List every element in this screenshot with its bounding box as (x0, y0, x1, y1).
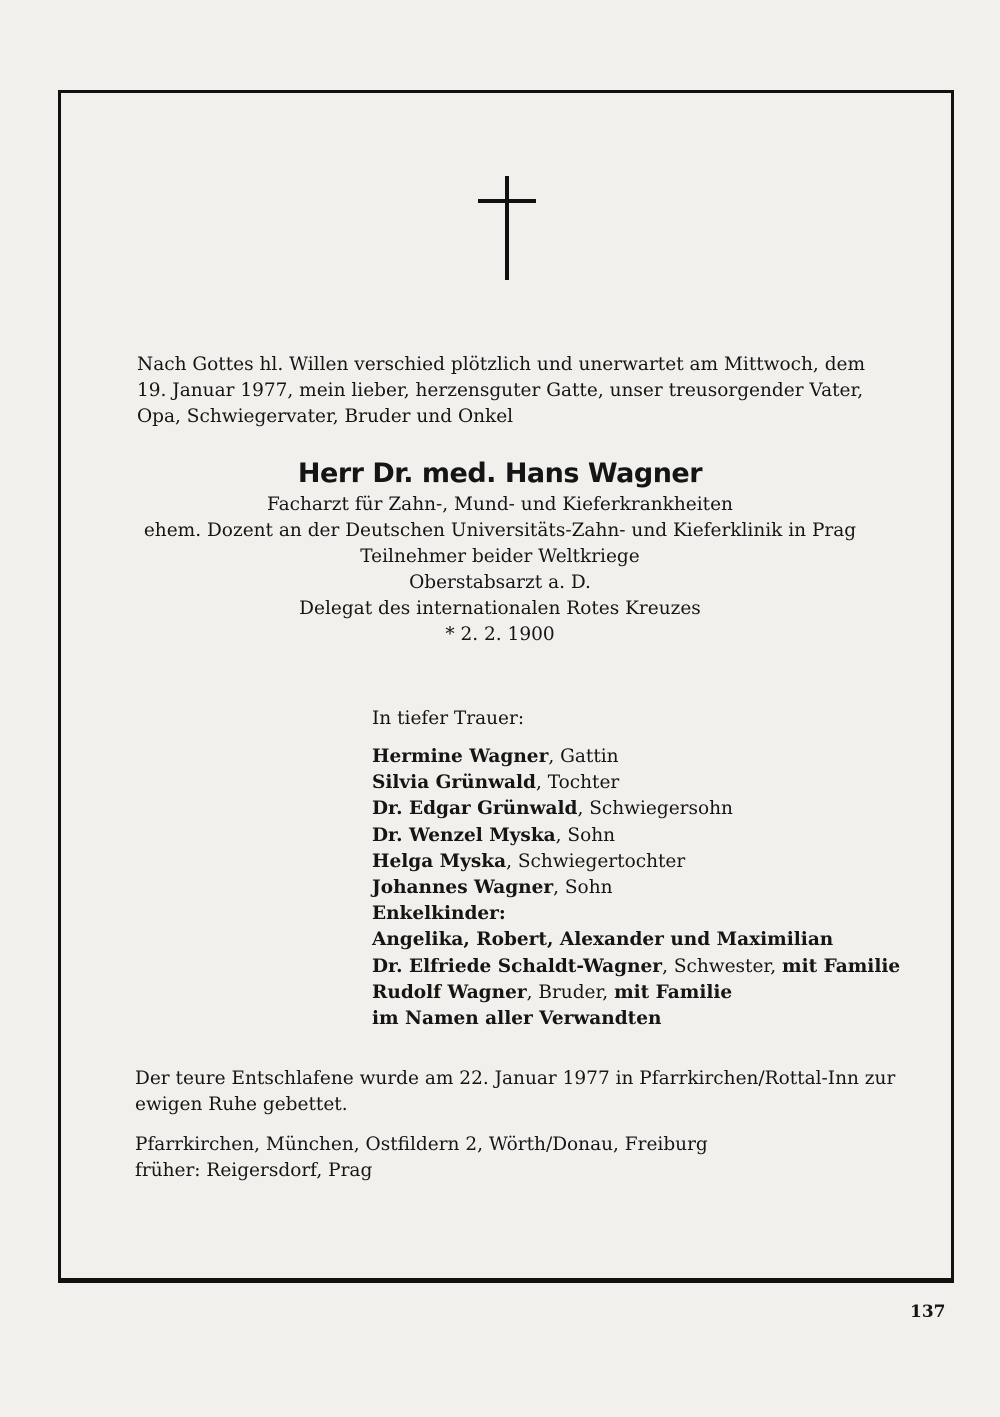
birth-date: * 2. 2. 1900 (445, 624, 555, 645)
mourner-name: Hermine Wagner (372, 746, 549, 767)
mourner-relation: , Sohn (553, 877, 613, 899)
deceased-title: Teilnehmer beider Weltkriege (360, 546, 640, 567)
deceased-name: Herr Dr. med. Hans Wagner (297, 458, 703, 489)
mourner-entry (372, 901, 932, 927)
mourner-name: Dr. Edgar Grünwald (372, 798, 578, 820)
mourner-entry (372, 875, 932, 901)
mourner-entry (372, 927, 932, 953)
burial-line: ewigen Ruhe gebettet. (135, 1094, 348, 1115)
mourner-entry (372, 796, 932, 822)
intro-line: Nach Gottes hl. Willen verschied plötzlich und unerwartet am Mittwoch, dem (137, 354, 866, 375)
mourner-name: Dr. Elfriede Schaldt-Wagner (372, 955, 663, 977)
intro-paragraph (137, 352, 897, 430)
mourner-entry (372, 980, 932, 1006)
cross-icon (478, 176, 536, 280)
places-line: früher: Reigersdorf, Prag (135, 1160, 373, 1181)
mourner-entry (372, 744, 932, 770)
mourner-entry (372, 770, 932, 796)
frame-shadow (58, 1278, 954, 1283)
intro-line: 19. Januar 1977, mein lieber, herzensguter Gatte, unser treusorgender Vater, (137, 380, 864, 401)
mourner-entry (372, 954, 932, 980)
places-line: Pfarrkirchen, München, Ostfildern 2, Wörth/Donau, Freiburg (135, 1134, 708, 1155)
mourner-name: Johannes Wagner (372, 877, 554, 899)
deceased-title: Oberstabsarzt a. D. (409, 572, 591, 593)
burial-line: Der teure Entschlafene wurde am 22. Januar 1977 in Pfarrkirchen/Rottal-Inn zur (135, 1068, 896, 1089)
mourner-extra: mit Familie (782, 955, 901, 977)
mourner-relation: , Gattin (548, 746, 619, 767)
page-number: 137 (910, 1302, 946, 1322)
mourner-entry (372, 849, 932, 875)
mourner-relation: , Bruder, (526, 981, 615, 1003)
mourner-entry (372, 823, 932, 849)
mourner-relation: , Schwiegersohn (577, 798, 733, 820)
burial-paragraph (135, 1066, 915, 1118)
deceased-title: ehem. Dozent an der Deutschen Universitäts-Zahn- und Kieferklinik in Prag (143, 520, 857, 541)
mourner-name: im Namen aller Verwandten (372, 1008, 662, 1030)
mourner-relation: , Schwiegertochter (506, 850, 686, 872)
mourner-name: Silvia Grünwald (372, 772, 536, 794)
deceased-title: Facharzt für Zahn-, Mund- und Kieferkrankheiten (267, 494, 733, 515)
mourner-name: Helga Myska (372, 850, 507, 872)
mourner-name: Angelika, Robert, Alexander und Maximilian (372, 929, 834, 951)
deceased-title: Delegat des internationalen Rotes Kreuzes (299, 598, 701, 619)
mourner-entry (372, 1006, 932, 1032)
mourner-extra: mit Familie (614, 981, 733, 1003)
mourner-name: Dr. Wenzel Myska (372, 824, 556, 846)
intro-line: Opa, Schwiegervater, Bruder und Onkel (137, 406, 514, 427)
mourner-relation: , Sohn (555, 824, 616, 846)
mourners-list (372, 744, 932, 1032)
mourner-relation: , Tochter (535, 772, 620, 794)
mourning-heading: In tiefer Trauer: (372, 708, 525, 729)
mourner-relation: , Schwester, (662, 955, 783, 977)
places-paragraph (135, 1132, 915, 1184)
mourner-name: Enkelkinder: (372, 903, 506, 925)
mourner-name: Rudolf Wagner (372, 981, 527, 1003)
